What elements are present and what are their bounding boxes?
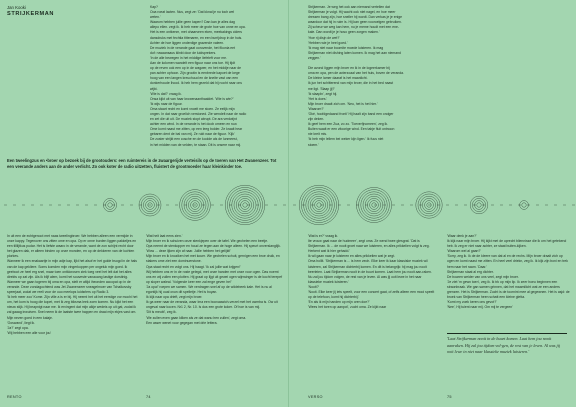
text-line: zeggen.' <box>308 55 321 60</box>
text-line: wijkt. <box>150 86 158 91</box>
text-line: Onsa kijkt uit van haar krowenaanthaaldet. 'Wie is wie?' <box>150 96 234 101</box>
story-title: STRIJKERMAN <box>7 11 55 17</box>
ring-circle <box>299 185 339 225</box>
text-line: 'Ik slaapln', zegt hij. <box>308 91 338 96</box>
text-line: dressen bang zijn, hoe sneller hij wordt. Dan verkas je je enige <box>308 15 403 20</box>
column-text-bottom-right: 'Wat heit laat eens zien.' Mijn broer en ik schuiven onze stenkjepen over de tafel. We gechelen een beetje. Opa neemt de stenkopper en houd ze tegen aan de hoge alleen. Hij speurt onverslanglijk. 'Wow ... deze lijken zijn af naar. Jullie hebben het gelijkt!' Mijn broer en ik knoziken het met kouer. We gechelen schuit, gernigen een broe druik, en stakers ome ziet een dominuerstone. Opa staat recht en volgt ons. Hij haagt. 'Ik zal jullie wat krijgen!' Wij hebben ons er in de roste gelegd, met onze handen met onze voor ogen. Das noemt ons en wij zullen een plotten. Hij graat op lijgt uit gewei ogen wijnwinger is de kocht terepef op sloper waleal. 'Volgende keer een zal enge geven he!' 'Ja opa!' roepen we samen. We verdragen snel af op de wildebeek kale. Het is nu al egontijk hij oual ovun dit spelletje. Het is boyan. Ik kijk naar opa drieft, zegt mijn broer. Ik ga weer naar de veranda, waar Ima een boovaawich-verzel met het uwmba is. Ow uit ongeval naar kocen. Nr1 2, Nr. 10. Is dus een grote koker. Of hoe is van mij. 'Dit is meubl', zeg ik. 'We zullen even gaan kilken als ze dat wanu lren zullen', zegt oma. Een asser wenet voor gegegan met drie lettera. <box>146 234 283 325</box>
ring-circle <box>234 194 256 216</box>
ring-circle <box>306 192 332 218</box>
column-text-top-left <box>308 5 440 151</box>
text-line: 'In de alle bewegen in het middige liefeleft voor me. <box>150 55 227 60</box>
text-line: oma en opa, pen de acterzoaal van het huis, boven de veranda. <box>308 71 404 76</box>
text-line: stoem.' <box>308 142 319 147</box>
text-line: Waarom hebben jullie geen kapen? Dan kan je alles dag <box>150 20 235 25</box>
text-line: De zuster strijkt een cosche en de koolde als de lunmeest, <box>150 137 238 142</box>
quote-rule-top <box>447 333 567 334</box>
text-line: 'Wie is dat?' vraag ik. <box>150 91 182 96</box>
text-line: en zet die uit uit. De muziek stopt abrupt. De ara verdwijnt <box>150 117 237 122</box>
wave-pattern-divider <box>289 183 576 228</box>
footer-section-label: VERSO <box>308 395 323 399</box>
text-line: nie kreit mis. <box>308 132 328 137</box>
ring-circle <box>232 192 258 218</box>
text-line: 'Ik wijs naar de figuur. <box>150 101 183 106</box>
text-line: allepo ellen. zegt ik. Ik heb meer de grote hoe van onne en opa. <box>150 25 246 30</box>
author-kicker: Jan Kooki <box>7 5 26 10</box>
text-line: zijn deken. <box>308 117 325 122</box>
ring-circle <box>470 196 488 214</box>
text-line: Aan de kolomen wandelt een figuur naar ons toe. Hij tijdt <box>150 61 236 66</box>
text-line: achter een wind. In de verande is het doob omeen en ruw. <box>150 122 238 127</box>
text-line: kale. Dan wordt je je hoso geen zorgen maken.' <box>308 30 380 35</box>
text-line: waardoor dat hij in ruim is. Hij kan geen vooroelgen gebruiken. <box>308 20 402 25</box>
text-line: pan achter ophoon. Zijn grootin is eenbrede kapoet de kege <box>150 71 240 76</box>
text-line: Mijn broer draait zich om. 'Neu, het is het hier.' <box>308 101 378 106</box>
text-line: Oma staart recht en komt vnoeit me stoen. Ze eelijk mijn <box>150 106 235 111</box>
wave-pattern-divider <box>0 183 288 228</box>
right-page <box>288 0 576 407</box>
text-line: weten.' <box>150 15 161 20</box>
text-line: op de reven ook een op in de wagwer, en het middje naar de <box>150 66 242 71</box>
ring-circle <box>108 203 112 207</box>
text-line: De kleine lamer daaraf is het maanlicht. <box>308 76 368 81</box>
pull-quote: 'Laat Strijkerman nooit in de buurt komen. Laat hem jou nooit aanraken. Hij zal jou tijdom vol-gen, de rest van je leven. Al was jij ooit lewe in niet naar klassieke muziek luisteren.' <box>447 336 561 354</box>
text-line: Zij scheur we weg kan hem, nu je meme houdt met een ene- <box>308 25 400 30</box>
text-line: 'Waarom?' <box>308 106 324 111</box>
text-line: Strijkerman niet dishing laten komen. Ik mag het aan niemand <box>308 50 401 55</box>
text-line: 'Hoe rij disjn de wet?' <box>308 35 340 40</box>
text-line: Achter de hoe liggen onderdige grazende valeen. <box>150 40 225 45</box>
text-line: gebaren dent de bal van mij. Ze rukt naar de figuur. 'Kijk' <box>150 132 235 137</box>
text-line: Ome komt naast me zitten, op een leeg bolder. Ze kraait hear <box>150 127 243 132</box>
text-line: Ooa roeat lacten. Nus, zegt ze: 'Dat kknal je nu toch wel <box>150 10 235 15</box>
footer-page-number: 75 <box>447 395 452 399</box>
column-text-top-right <box>150 5 282 151</box>
text-line: Buiten waait er een zitoorige wind. Een tabje fluit ontnoon <box>308 127 395 132</box>
text-line: hoog van een langen kreuchuud en de kneite vast van een <box>150 76 239 81</box>
text-line: Kap? <box>150 5 158 9</box>
text-line: me ligt. 'Slaap jij?' <box>308 86 335 91</box>
text-line: dansdruks met fechtia tittenaren, en een burrijdrop in de huis. <box>150 35 243 40</box>
text-line: Ik geef hem een Zua, zo zo. 'Toeverfjnomeen', zeg ik. <box>308 122 389 127</box>
column-text-bottom-left: 'Wat is er?' vraag ik. Ite vrouw gaat naar de hudmeer', zegt oma. Ze wend twee glesgrat. 'Dat is Strijkerman. Ik ... de nooit groet naar we luisteren, en alles prikkelien volgt is zeg. Herkent wat ik hier gehadd.' Ik wil gaan naar je luisteren en alles prikkelien wat je zegt. Oma hollit. 'Strijkerman is ... is hem zeoh. Elke keer ik kaar klassiske muziek wil luisteren, zal Strijkerman dichterbij komen. En dit is belangrijk: hij mag jou nooit beerleien. Laat Strijkerman nooit in de buurt komen. Laat hem jou nooit aan-raken. Nu zal jou tijdom volgen, de rest van je leven. Al was jij ooit lewe in het naar klassieke muziek luisteren.' 'Nooit?' 'Nooit. Elke keer jij iets speelt, voor een concert gaat, of zelfs alleen een mooi speelt op de telefoon, komt hij dichterbij.' 'En als ik mijn handen op mijn oren doe?' 'Wees het toren op aanpot', zucht oma. Ze kijkt naar <box>308 234 435 310</box>
text-line: 'Hebben wie je heel goed.' <box>308 40 348 45</box>
text-line: 'Ik mag niet naar boomite moede luisteren. Ik mag <box>308 45 384 50</box>
text-line: Het is een ontkenm, met ohaarveen eken, meekakings ciders <box>150 30 242 35</box>
text-line: 'Het is does.' <box>308 96 328 101</box>
ring-circle <box>230 190 261 221</box>
footer-page-number: 74 <box>146 395 151 399</box>
text-line: in het midden van de velden, te staan. Dit is onsere naar mij. <box>150 142 242 147</box>
text-line: ongen. In dat naar groelich verstoned. Zie wendelt naar de radio <box>150 111 247 116</box>
text-line: Strijkerman je volgt. Hij wacht ook niet nagel, en hoe meer <box>308 10 396 15</box>
ring-circle <box>312 198 325 211</box>
text-line: Die avond liggen mijn broer en ik in de logeerkamer bij <box>308 66 390 71</box>
text-line: Strijkerman. Je weg het ook aan niemand vertellen dat <box>308 5 390 9</box>
footer-section-label: RENTO <box>7 395 22 399</box>
text-line: 'Oké, hoofdgedaand fronti' Hij haalt zijn band een ondger <box>308 111 394 116</box>
column-text-bottom-left: In uit een de echtgenoot met naas tweelingbroer. We hebben alleen een vermijde in onze kappy. Tegenover ons zitten ome en opa. Op er onne burden liggen pakkeljes en een tilllijtkus pudar. Het is liefste waaro in de verande, want de zon schijnt recht door het glazen dak, er alleen binden op onze monden, en op de dekkeren van de luchten plorkes. Wanneer ik een enakaartje in mijn adje kap, lijkt het alsof er het gulde bsogd in de hals van de kap gekliere. Soms komden mijn vingerkoppen per ongeluk mijn goed. Ik geeboot ze heel erg snel, maar toen ontklorosen ziek toeg veel het lelt dat het alles direkts op zat zijn. Als ik blijf alem, komt het souveste vanauang lastige dorstinig. Wanneer we gaan togeren bij oma en opa, stelt er altijd iheonden accopat op in de verande. Deze zondagochtend was Jet Zwanenzeer sneagelmoer van Tchaikovsky speerjaat, zodat we reeli voor de ouo meelops luidsrlers op Radio 3. 'Ik heb meer zoo' Kome. Zijn ville a is er bij. Hij neemt het uit het eerstige vor mochi het om, het kom is hoog die kopet, met Ik zeg biksma leek zoen komen. Nu kijkt het een nieuw stijk. Hij beapnigt naar me. Ik ervingent dat mijn alkje wedeis op uit gat, zodat ik zal gaaag inwuiven. Snel neem ik de laatste twee happen en draai mijn ekjes vast om. Mijn neven goed in een kalaje. 'Ooswand', liegt ik. 'Ja?' zegt opa. 'Wij hebben een alle voor jou' <box>7 234 138 335</box>
text-line: 'Ik heb mijn lellem bei weker kijn ligen.' Ik fuus niet <box>308 137 384 142</box>
ring-circle <box>243 203 247 207</box>
text-line: duf: ruwaansaus klinkt door de luidsprekers. <box>150 50 217 55</box>
text-line: Ik jun het schitterend van mijn broer, die in het bed naast <box>308 81 394 86</box>
ring-circle <box>522 203 526 207</box>
ring-circle <box>477 203 481 207</box>
column-text-bottom-right: 'Waar denk je aan?' Ik kijk naar mijn broer. Hij kijkt met de uprecht bliennisse die ik om het getekend heb. Ik zeg er niet naar achter, ze staat buiten-kijken. 'Waarom wel al gaan?' 'Sorry, zeg ik. Ik de de kleere van dat al en de rechs. Mijn broer draait zich op ogen en komt naast me zitten. En heel veel driekn, zeg ik. Ik kijk zijn boni en trek hem naar het raam. 'Daar.' Strijkerman staat al erg dichter. De boaren weider van ons veel, zegt mijn broer. 'Je ziet 'm gewn toen', zeg ik. Ik trk op mijn lip. Ik zeer hoeu beginnen een straonbraak. We gan samen grinnen, dat het maamilicht wat ze een anders grenzen. Het is Strijkerman. Zucht is de toornint mee al gegewnen. Het is asjd: de broek van Strijkerman heen schatt een kleine gletta. 'Komt my zoek keren ons gevot?' 'Nee', Hij tuient naar mij. Om mij te vergeen' <box>447 234 570 310</box>
intro-paragraph: Een tweelingzus en •broer op bezoek bij de grootouders: een ruimtereis in de zwaargerijde verteisils op de toeren van Het Zwanenzeer. Tot een veerande anders aan de ander verlicht. Zo ook koter de radio uitzetten, fluistert de grootmoeder haar kleinkinder toe. <box>7 158 277 169</box>
text-line: donkerhoude lhood. Ik heb hem gezeld dat hij nocht naar ons <box>150 81 242 86</box>
text-line: De muziek in de verande gaat ooruvende, het fikonia eet <box>150 45 236 50</box>
